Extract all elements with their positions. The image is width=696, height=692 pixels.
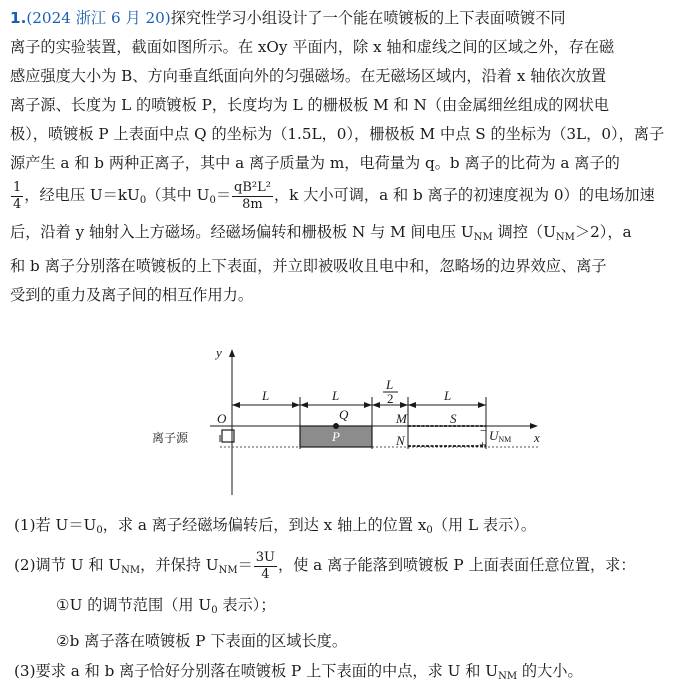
voltage-plus: +: [479, 437, 487, 452]
voltage-minus: −: [480, 423, 488, 438]
dim-arrow: [408, 402, 416, 408]
plate-P-label: P: [332, 429, 340, 444]
dim-label-L2: L: [332, 388, 340, 403]
point-Q: [333, 423, 339, 429]
dim-arrow: [364, 402, 372, 408]
problem-line-6: 源产生 a 和 b 两种正离子，其中 a 离子质量为 m，电荷量为 q。b 离子的比荷为 a 离子的: [10, 154, 620, 172]
problem-line-9: 和 b 离子分别落在喷镀板的上下表面，并立即被吸收且电中和，忽略场的边界效应、离子: [10, 257, 607, 275]
apparatus-diagram: [150, 345, 550, 505]
point-S-label: S: [450, 411, 457, 426]
question-1: (1)若 $U=U_0$，求 a 离子经磁场偏转后，到达 x 轴上的位置 $x_0$（用 L 表示）。: [14, 516, 537, 536]
problem-line-2: 离子的实验装置，截面如图所示。在 xOy 平面内，除 x 轴和虚线之间的区域之外，存在磁: [10, 38, 615, 56]
voltage-label: UNM: [489, 428, 512, 444]
problem-line-3: 感应强度大小为 B、方向垂直纸面向外的匀强磁场。在无磁场区域内，沿着 x 轴依次放置: [10, 67, 607, 85]
question-2-2: ②b 离子落在喷镀板 P 下表面的区域长度。: [56, 632, 348, 650]
plate-N-label: N: [396, 433, 405, 448]
problem-number: 1.: [10, 9, 27, 27]
plate-M-label: M: [396, 411, 407, 426]
y-axis-label: y: [216, 345, 222, 360]
dim-arrow: [478, 402, 486, 408]
fraction-quarter: $\frac{1}{4}$: [13, 179, 22, 212]
dim-label-L1: L: [262, 388, 270, 403]
questions: [14, 510, 690, 692]
problem-source: (2024 浙江 6 月 20): [26, 9, 171, 27]
problem-line-1: [10, 4, 690, 33]
x-axis-arrow: [530, 423, 538, 429]
problem-line-10: 受到的重力及离子间的相互作用力。: [10, 286, 253, 304]
problem-line-8: 后，沿着 y 轴射入上方磁场。经磁场偏转和栅极板 N 与 M 间电压 $U_{NM}$ 调控$(U_{NM}>2)$，a: [10, 223, 632, 243]
dim-label-L3: L: [444, 388, 452, 403]
dim-arrow: [372, 402, 380, 408]
ion-source-label: 离子源: [152, 431, 189, 445]
fraction-3u-4: $\frac{3U}{4}$: [255, 549, 275, 582]
problem-line-4: 离子源、长度为 L 的喷镀板 P，长度均为 L 的栅极板 M 和 N（由金属细丝组成的网状电: [10, 96, 610, 114]
question-2: (2)调节 U 和 $U_{NM}$，并保持 $U_{NM}=$ $\frac{3U}{4}$ ，使 a 离子能落到喷镀板 P 上面表面任意位置，求：: [14, 549, 636, 582]
problem-line-5: 极），喷镀板 P 上表面中点 Q 的坐标为（1.5L，0），栅极板 M 中点 S 的坐标为（3L，0），离子: [10, 125, 665, 143]
point-Q-label: Q: [339, 407, 349, 422]
dim-arrow: [300, 402, 308, 408]
question-2-1: ①U 的调节范围（用 $U_0$ 表示）；: [56, 596, 276, 616]
dim-arrow: [232, 402, 240, 408]
dim-arrow: [292, 402, 300, 408]
y-axis-arrow: [229, 349, 235, 357]
dim-label-half-den: 2: [387, 391, 394, 406]
origin-label: O: [217, 411, 227, 426]
fraction-u0: $\frac{\text{qB²L²}}{8m}$: [234, 179, 271, 212]
problem-line-7: $\frac{1}{4}$ ，经电压 $U=kU_0$（其中 $U_0=$ $\frac{\text{qB²L²}}{8m}$ ，k 大小可调，a 和 b 离子的初速度视为 0）的电场加速: [13, 179, 655, 212]
question-3: (3)要求 a 和 b 离子恰好分别落在喷镀板 P 上下表面的中点，求 U 和 $U_{NM}$ 的大小。: [14, 662, 583, 682]
dim-label-half-num: L: [386, 377, 394, 392]
dim-arrow: [400, 402, 408, 408]
x-axis-label: x: [534, 430, 540, 445]
problem-text: [10, 4, 690, 310]
text-line: 探究性学习小组设计了一个能在喷镀板的上下表面喷镀不同: [170, 9, 566, 27]
